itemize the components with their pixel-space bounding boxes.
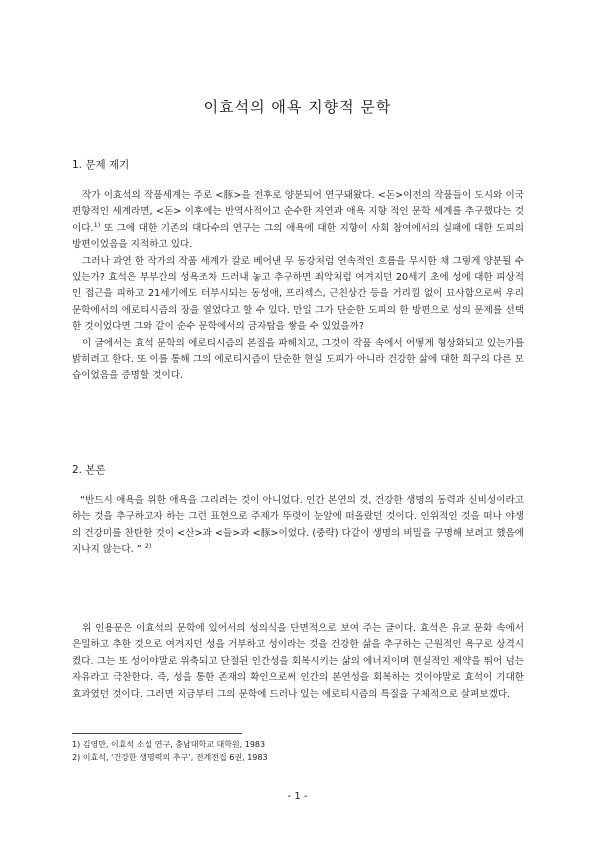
paragraph: 그러나 과연 한 작가의 작품 세계가 칼로 베어낸 무 동강처럼 연속적인 흐름을 무시한 채 그렇게 양분될 수 있는가? 효석은 부부간의 성욕조차 드러내 놓고 추구하면 죄악처럼 여겨지던 20세기 초에 성에 대한 피상적인 접근을 피하고 21세기에도 터부시되는 동성애, 프리섹스, 근친상간 등을 거리낌 없이 묘사함으로써 우리 문학에서의 에로티시즘의 장을 열었다고 할 수 있다. 만일 그가 단순한 도피의 한 방편으로 성의 문제를 선택한 것이었다면 그와 같이 순수 문학에서의 금자탑을 쌓을 수 있었을까?: [72, 255, 524, 333]
paragraph-text: 또 그에 대한 기존의 대다수의 연구는 그의 애욕에 대한 지향이 사회 참여에서의 실패에 대한 도피의 방편이었음을 지적하고 있다.: [72, 222, 524, 251]
footnotes: [72, 738, 524, 764]
page-number: - 1 -: [287, 791, 308, 802]
quote-body: “반드시 애욕을 위한 애욕을 그리려는 것이 아니었다. 인간 본연의 것, 건강한 생명의 동력과 신비성이라고 하는 것을 추구하고자 하는 그런 표현으로 주제가 뚜렷이 눈앞에 떠올랐던 것이다. 인위적인 것을 떠나 야생의 건강미를 찬탄한 것이 <산>과 <들>과 <豚>이었다. (중략) 다같이 생명의 비밀을 구명해 보려고 했음에 지나지 않는다. ”: [72, 495, 524, 556]
quote-text: [72, 493, 524, 559]
paragraph: [72, 188, 524, 254]
page-title: 이효석의 애욕 지향적 문학: [203, 98, 392, 116]
footnote-item: 2) 이효석, ‘건강한 생명력의 추구’, 전계전집 6권, 1983: [72, 753, 268, 762]
paragraph-text: 작가 이효석의 작품세계는 주로 <豚>을 전후로 양분되어 연구돼왔다. <돈>이전의 작품들이 도시와 이국 편향적인 세계라면, <돈> 이후에는 반역사적이고 순수한 자연과 애욕 지향 적인 문학 세계를 추구했다는 것이다.: [72, 190, 524, 234]
section-body-problem: [72, 188, 524, 385]
footnote-ref: 1): [93, 220, 101, 229]
footnote-divider: [72, 733, 242, 734]
section-body-main: [72, 621, 524, 703]
section-heading-body: 2. 본론: [72, 464, 106, 476]
footnote-item: 1) 김영만, 이효석 소설 연구, 충남대학교 대학원, 1983: [72, 740, 266, 749]
section-heading-problem: 1. 문제 제기: [72, 159, 130, 171]
footnote-ref: 2): [144, 542, 152, 551]
block-quote: [72, 493, 524, 559]
paragraph: 위 인용문은 이효석의 문학에 있어서의 성의식을 단면적으로 보여 주는 글이다. 효석은 유교 문화 속에서 은밀하고 추한 것으로 여겨지던 성을 거부하고 성이라는 것을 건강한 삶을 추구하는 근원적인 욕구로 상격시켰다. 그는 또 성이야말로 위축되고 단절된 인간성을 회복시키는 삶의 에너지이며 현실적인 제약을 뛰어 넘는 자유라고 극찬한다. 즉, 성을 통한 존재의 확인으로써 인간의 본연성을 회복하는 것이야말로 효석이 기대한 효과였던 것이다. 그러면 지금부터 그의 문학에 드러나 있는 에로티시즘의 특질을 구체적으로 살펴보겠다.: [72, 623, 524, 700]
paragraph: 이 글에서는 효석 문학의 에로티시즘의 본질을 파헤치고, 그것이 작품 속에서 어떻게 형상화되고 있는가를 밝히려고 한다. 또 이를 통해 그의 에로티시즘이 단순한 현실 도피가 아니라 건강한 삶에 대한 희구의 다른 모습이었음을 증명할 것이다.: [72, 337, 524, 382]
